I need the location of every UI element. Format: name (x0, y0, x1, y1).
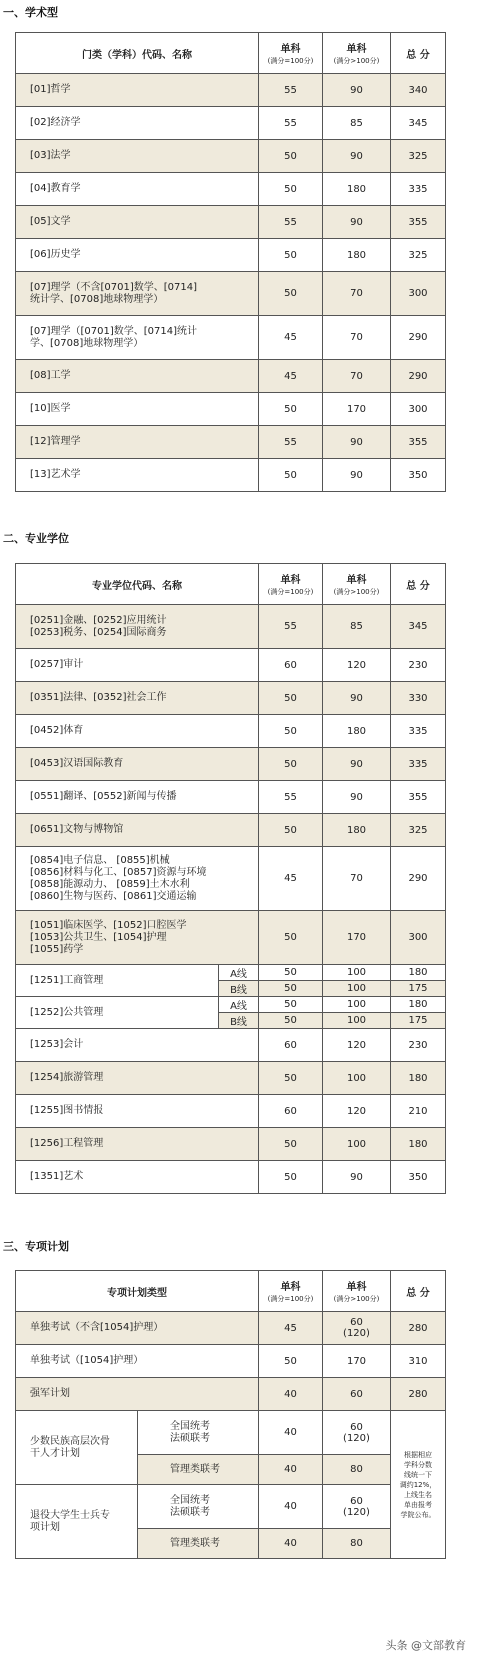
table-row (16, 911, 446, 965)
row-s1: 50 (259, 1128, 323, 1161)
row-s2: 170 (323, 1345, 391, 1378)
row-s2: 90 (323, 140, 391, 173)
row-s2: 100 (323, 1013, 391, 1029)
row-s2: 120 (323, 649, 391, 682)
line-b-label: B线 (219, 1013, 259, 1029)
row-s2: 100 (323, 1128, 391, 1161)
row-total: 325 (391, 140, 446, 173)
header-single2: 单科 (满分>100分) (323, 1271, 391, 1312)
row-name: 单独考试（[1054]护理） (16, 1345, 259, 1378)
row-s1: 55 (259, 605, 323, 649)
row-s2: 70 (323, 316, 391, 360)
group-name: 退役大学生士兵专 项计划 (16, 1485, 138, 1559)
row-s1: 50 (259, 1062, 323, 1095)
row-name: [1351]艺术 (16, 1161, 259, 1194)
table-row (16, 1128, 446, 1161)
row-total: 335 (391, 748, 446, 781)
section-title-academic: 一、学术型 (3, 6, 58, 19)
table-row (16, 814, 446, 847)
row-name: [06]历史学 (16, 239, 259, 272)
academic-table (15, 32, 446, 492)
row-s1: 55 (259, 74, 323, 107)
row-name: [0551]翻译、[0552]新闻与传播 (16, 781, 259, 814)
row-total: 230 (391, 1029, 446, 1062)
row-s1: 45 (259, 316, 323, 360)
row-s2: 70 (323, 847, 391, 911)
row-name: [1253]会计 (16, 1029, 259, 1062)
header-name: 专业学位代码、名称 (16, 564, 259, 605)
header-single1: 单科 (满分=100分) (259, 564, 323, 605)
row-s1: 40 (259, 1529, 323, 1559)
row-total: 210 (391, 1095, 446, 1128)
table-row (16, 316, 446, 360)
table-row (16, 1312, 446, 1345)
row-name: [12]管理学 (16, 426, 259, 459)
row-s1: 45 (259, 1312, 323, 1345)
row-s2: 80 (323, 1529, 391, 1559)
row-total: 180 (391, 1128, 446, 1161)
header-name: 门类（学科）代码、名称 (16, 33, 259, 74)
row-s1: 60 (259, 1029, 323, 1062)
row-name: [0651]文物与博物馆 (16, 814, 259, 847)
row-s1: 50 (259, 272, 323, 316)
row-s2: 100 (323, 965, 391, 981)
row-s2: 90 (323, 459, 391, 492)
row-s1: 55 (259, 426, 323, 459)
row-name: [1251]工商管理 (16, 965, 219, 997)
row-s2: 90 (323, 74, 391, 107)
row-s2: 60 (120) (323, 1312, 391, 1345)
row-total: 350 (391, 1161, 446, 1194)
row-s1: 60 (259, 1095, 323, 1128)
row-s2: 180 (323, 173, 391, 206)
row-total: 290 (391, 847, 446, 911)
row-name: [05]文学 (16, 206, 259, 239)
row-s1: 50 (259, 1013, 323, 1029)
header-total: 总 分 (391, 33, 446, 74)
row-total: 355 (391, 781, 446, 814)
row-name: [1252]公共管理 (16, 997, 219, 1029)
header-name: 专项计划类型 (16, 1271, 259, 1312)
table-row (16, 459, 446, 492)
table-row (16, 682, 446, 715)
row-s1: 50 (259, 1345, 323, 1378)
table-row (16, 748, 446, 781)
row-total: 230 (391, 649, 446, 682)
subgroup-name: 全国统考 法硕联考 (138, 1411, 259, 1455)
row-s1: 55 (259, 781, 323, 814)
professional-table (15, 563, 446, 1194)
row-s2: 90 (323, 682, 391, 715)
group-name: 少数民族高层次骨 干人才计划 (16, 1411, 138, 1485)
row-s1: 40 (259, 1411, 323, 1455)
row-total: 350 (391, 459, 446, 492)
row-s2: 70 (323, 360, 391, 393)
row-total: 280 (391, 1312, 446, 1345)
row-name: 单独考试（不含[1054]护理） (16, 1312, 259, 1345)
row-s1: 50 (259, 393, 323, 426)
row-total: 300 (391, 393, 446, 426)
row-name: [0257]审计 (16, 649, 259, 682)
table-row (16, 272, 446, 316)
row-total: 280 (391, 1378, 446, 1411)
special-table (15, 1270, 446, 1559)
row-s2: 80 (323, 1455, 391, 1485)
table-row (16, 173, 446, 206)
row-s1: 50 (259, 911, 323, 965)
table-row (16, 847, 446, 911)
row-s2: 120 (323, 1029, 391, 1062)
header-single1: 单科 (满分=100分) (259, 33, 323, 74)
row-total: 310 (391, 1345, 446, 1378)
row-total: 180 (391, 1062, 446, 1095)
row-s2: 170 (323, 393, 391, 426)
row-s2: 180 (323, 715, 391, 748)
line-a-label: A线 (219, 997, 259, 1013)
row-s1: 50 (259, 239, 323, 272)
table-row (16, 1411, 446, 1455)
row-name: [1256]工程管理 (16, 1128, 259, 1161)
row-name: [13]艺术学 (16, 459, 259, 492)
row-s2: 85 (323, 605, 391, 649)
row-s2: 100 (323, 981, 391, 997)
row-s2: 100 (323, 997, 391, 1013)
row-name: [03]法学 (16, 140, 259, 173)
row-total: 330 (391, 682, 446, 715)
row-total: 300 (391, 911, 446, 965)
row-total: 355 (391, 206, 446, 239)
table-row (16, 74, 446, 107)
table-row (16, 426, 446, 459)
row-s1: 40 (259, 1378, 323, 1411)
row-total: 290 (391, 316, 446, 360)
row-s1: 50 (259, 459, 323, 492)
table-row (16, 1062, 446, 1095)
table-row (16, 997, 446, 1013)
line-a-label: A线 (219, 965, 259, 981)
row-s2: 60 (323, 1378, 391, 1411)
row-name: [08]工学 (16, 360, 259, 393)
header-single2: 单科 (满分>100分) (323, 564, 391, 605)
header-single1: 单科 (满分=100分) (259, 1271, 323, 1312)
row-s1: 50 (259, 997, 323, 1013)
row-total: 290 (391, 360, 446, 393)
table-row (16, 140, 446, 173)
row-name: [0452]体育 (16, 715, 259, 748)
table-row (16, 715, 446, 748)
row-name: [1255]图书情报 (16, 1095, 259, 1128)
row-total: 180 (391, 965, 446, 981)
row-s1: 40 (259, 1455, 323, 1485)
row-name: [10]医学 (16, 393, 259, 426)
row-s1: 50 (259, 814, 323, 847)
header-total: 总 分 (391, 1271, 446, 1312)
table-row (16, 1161, 446, 1194)
table-row (16, 1485, 446, 1529)
row-s1: 50 (259, 173, 323, 206)
row-total: 325 (391, 814, 446, 847)
row-s1: 50 (259, 748, 323, 781)
row-name: [07]理学（[0701]数学、[0714]统计 学、[0708]地球物理学） (16, 316, 259, 360)
row-s1: 50 (259, 965, 323, 981)
row-name: [0453]汉语国际教育 (16, 748, 259, 781)
row-s2: 60 (120) (323, 1485, 391, 1529)
table-row (16, 107, 446, 140)
row-total: 300 (391, 272, 446, 316)
table-row (16, 605, 446, 649)
row-s1: 60 (259, 649, 323, 682)
section-title-professional: 二、专业学位 (3, 532, 69, 545)
watermark: 头条 @文部教育 (382, 1636, 471, 1654)
table-row (16, 206, 446, 239)
row-total: 345 (391, 107, 446, 140)
table-row (16, 1345, 446, 1378)
row-s1: 55 (259, 107, 323, 140)
table-row (16, 239, 446, 272)
row-s1: 50 (259, 981, 323, 997)
row-s2: 180 (323, 239, 391, 272)
subgroup-name: 全国统考 法硕联考 (138, 1485, 259, 1529)
row-s2: 60 (120) (323, 1411, 391, 1455)
row-total: 325 (391, 239, 446, 272)
row-name: 强军计划 (16, 1378, 259, 1411)
line-b-label: B线 (219, 981, 259, 997)
table-row (16, 360, 446, 393)
row-s2: 100 (323, 1062, 391, 1095)
row-s1: 50 (259, 715, 323, 748)
row-name: [02]经济学 (16, 107, 259, 140)
row-s1: 55 (259, 206, 323, 239)
row-s2: 170 (323, 911, 391, 965)
row-name: [07]理学（不含[0701]数学、[0714] 统计学、[0708]地球物理学） (16, 272, 259, 316)
row-total: 180 (391, 997, 446, 1013)
table-row (16, 1378, 446, 1411)
section-title-special: 三、专项计划 (3, 1240, 69, 1253)
row-name: [0351]法律、[0352]社会工作 (16, 682, 259, 715)
table-row (16, 649, 446, 682)
row-name: [1254]旅游管理 (16, 1062, 259, 1095)
row-s2: 70 (323, 272, 391, 316)
row-s2: 90 (323, 426, 391, 459)
note-cell: 根据相应 学科分数 线统一下 调约12%， 上线生名 单由报考 学院公布。 (391, 1411, 446, 1559)
header-single2: 单科 (满分>100分) (323, 33, 391, 74)
subgroup-name: 管理类联考 (138, 1529, 259, 1559)
header-total: 总 分 (391, 564, 446, 605)
row-name: [0854]电子信息、 [0855]机械 [0856]材料与化工、[0857]资源与环境 [0858]能源动力、 [0859]土木水利 [0860]生物与医药、[0861]交通运输 (16, 847, 259, 911)
row-name: [01]哲学 (16, 74, 259, 107)
table-row (16, 1095, 446, 1128)
row-s2: 90 (323, 781, 391, 814)
table-row (16, 781, 446, 814)
row-s2: 180 (323, 814, 391, 847)
row-s1: 50 (259, 682, 323, 715)
table-row (16, 965, 446, 981)
row-total: 175 (391, 1013, 446, 1029)
row-total: 175 (391, 981, 446, 997)
row-name: [0251]金融、[0252]应用统计 [0253]税务、[0254]国际商务 (16, 605, 259, 649)
row-s1: 40 (259, 1485, 323, 1529)
subgroup-name: 管理类联考 (138, 1455, 259, 1485)
row-s1: 45 (259, 847, 323, 911)
row-s1: 45 (259, 360, 323, 393)
row-name: [1051]临床医学、[1052]口腔医学 [1053]公共卫生、[1054]护理 [1055]药学 (16, 911, 259, 965)
row-s1: 50 (259, 140, 323, 173)
row-s2: 90 (323, 206, 391, 239)
row-name: [04]教育学 (16, 173, 259, 206)
table-row (16, 1029, 446, 1062)
row-total: 335 (391, 715, 446, 748)
table-row (16, 393, 446, 426)
row-total: 335 (391, 173, 446, 206)
row-s2: 90 (323, 748, 391, 781)
row-total: 340 (391, 74, 446, 107)
row-s1: 50 (259, 1161, 323, 1194)
row-total: 355 (391, 426, 446, 459)
row-s2: 120 (323, 1095, 391, 1128)
row-s2: 90 (323, 1161, 391, 1194)
row-s2: 85 (323, 107, 391, 140)
row-total: 345 (391, 605, 446, 649)
